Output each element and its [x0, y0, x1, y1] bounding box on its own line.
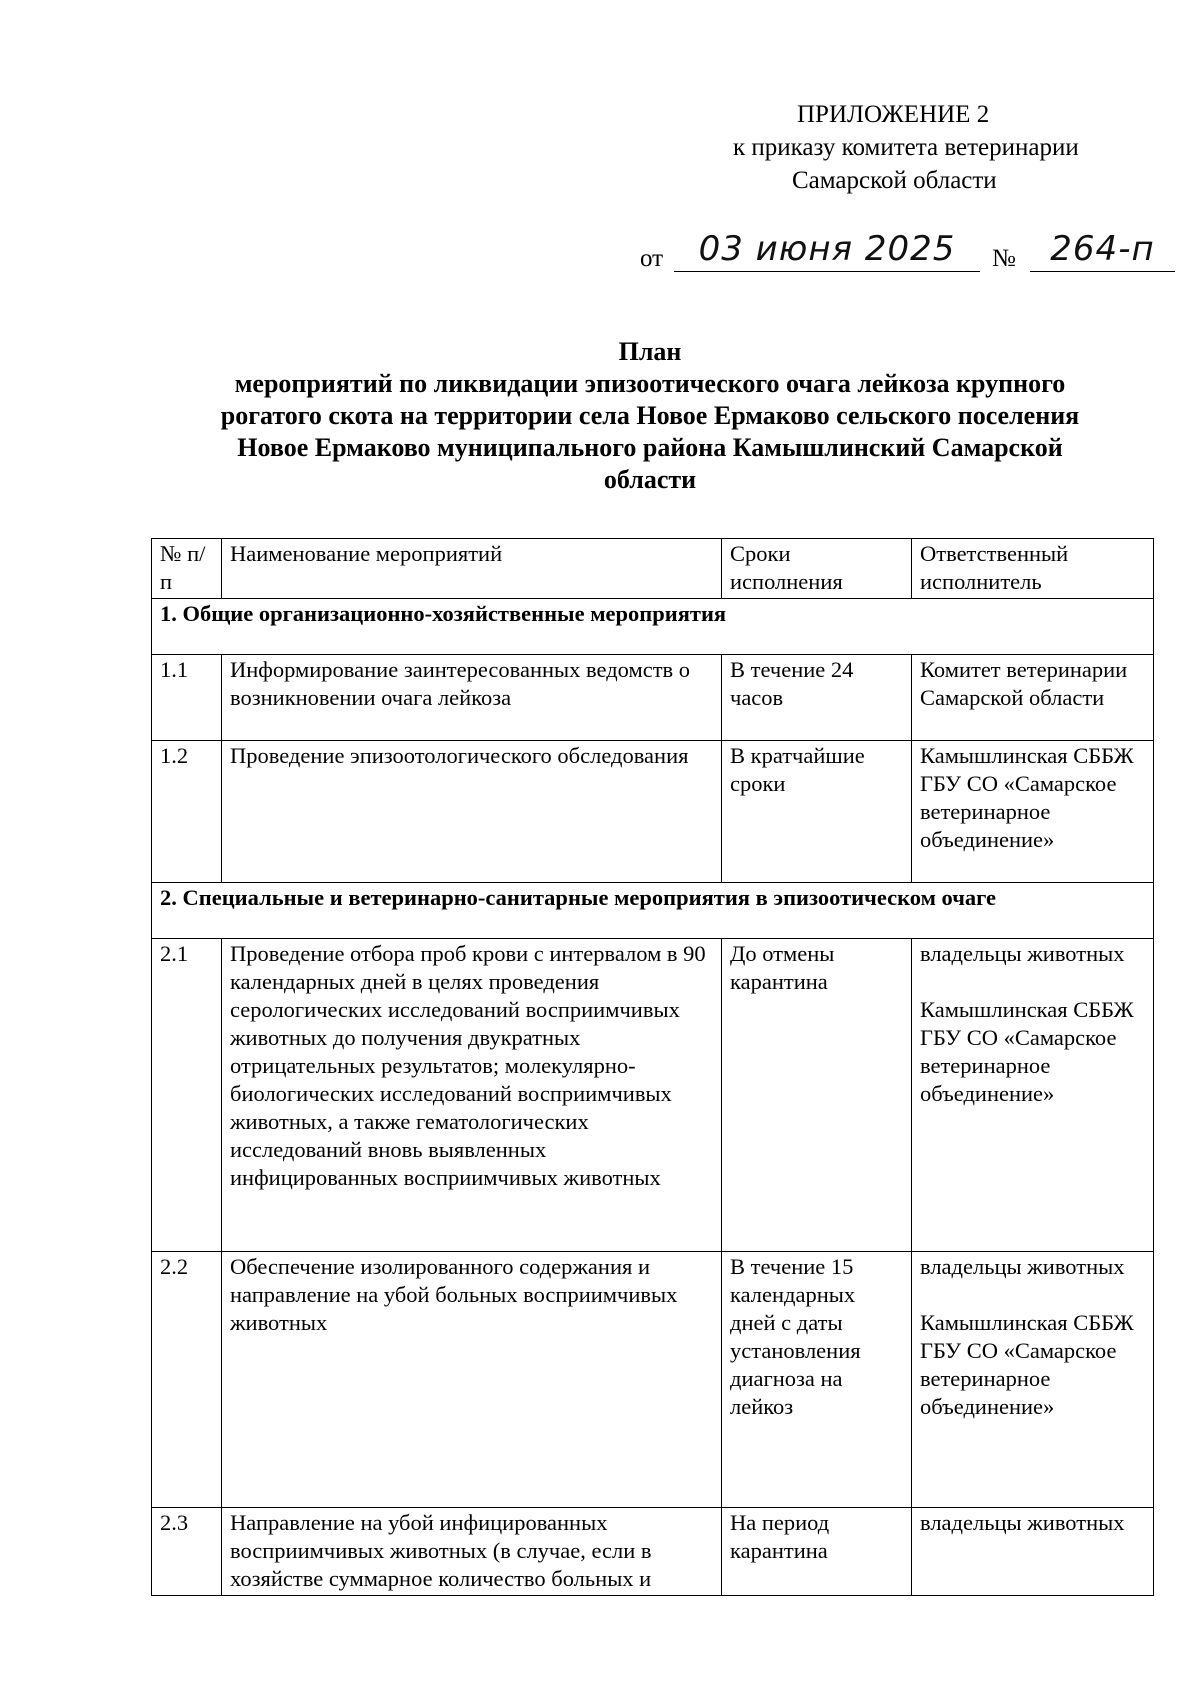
order-number-label: №	[992, 245, 1016, 272]
row-term: На период карантина	[722, 1508, 912, 1596]
responsible-vet-station: Камышлинская СББЖ ГБУ СО «Самарское ветеринарное объединение»	[920, 997, 1134, 1106]
table-row	[152, 939, 1154, 1252]
section-row	[152, 599, 1154, 655]
order-date-handwritten: 03 июня 2025	[674, 225, 980, 272]
appendix-title: ПРИЛОЖЕНИЕ 2	[797, 101, 990, 128]
header-responsible: Ответственный исполнитель	[912, 539, 1154, 599]
table-row	[152, 1252, 1154, 1508]
responsible-vet-station: Камышлинская СББЖ ГБУ СО «Самарское ветеринарное объединение»	[920, 1310, 1134, 1419]
row-term: В течение 15 календарных дней с даты установления диагноза на лейкоз	[722, 1252, 912, 1508]
table-row	[152, 1508, 1154, 1596]
row-name: Проведение отбора проб крови с интервалом в 90 календарных дней в целях проведения серологических исследований восприимчивых животных до получения двукратных отрицательных результатов; молекулярно-биологических исследований восприимчивых животных, а также гематологических исследований вновь выявленных инфицированных восприимчивых животных	[222, 939, 722, 1252]
plan-title-line: рогатого скота на территории села Новое Ермаково сельского поселения	[220, 401, 1080, 430]
order-number-handwritten: 264-п	[1030, 225, 1175, 272]
plan-title-line: мероприятий по ликвидации эпизоотического очага лейкоза крупного	[234, 369, 1066, 398]
appendix-order-ref: к приказу комитета ветеринарии	[733, 134, 1079, 161]
row-term: В кратчайшие сроки	[722, 741, 912, 883]
row-name: Направление на убой инфицированных восприимчивых животных (в случае, если в хозяйстве суммарное количество больных и	[222, 1508, 722, 1596]
row-responsible	[912, 939, 1154, 1252]
responsible-owners: владельцы животных	[920, 1254, 1125, 1279]
row-responsible: владельцы животных	[912, 1508, 1154, 1596]
section-row	[152, 883, 1154, 939]
row-number: 2.3	[152, 1508, 222, 1596]
header-number: № п/п	[152, 539, 222, 599]
table-row	[152, 741, 1154, 883]
plan-title	[150, 336, 1150, 496]
order-date-number	[640, 225, 1180, 279]
row-term: В течение 24 часов	[722, 655, 912, 741]
plan-title-line: Новое Ермаково муниципального района Камышлинский Самарской	[237, 433, 1063, 462]
plan-title-line: области	[603, 465, 697, 494]
responsible-owners: владельцы животных	[920, 941, 1125, 966]
row-name: Информирование заинтересованных ведомств о возникновении очага лейкоза	[222, 655, 722, 741]
order-from-label: от	[640, 245, 664, 272]
appendix-region: Самарской области	[792, 167, 997, 194]
plan-title-line: План	[618, 337, 682, 366]
row-responsible: Комитет ветеринарии Самарской области	[912, 655, 1154, 741]
table-header-row	[152, 539, 1154, 599]
row-responsible: Камышлинская СББЖ ГБУ СО «Самарское ветеринарное объединение»	[912, 741, 1154, 883]
row-name: Проведение эпизоотологического обследования	[222, 741, 722, 883]
row-number: 1.2	[152, 741, 222, 883]
table-row	[152, 655, 1154, 741]
header-name: Наименование мероприятий	[222, 539, 722, 599]
appendix-header	[700, 98, 1170, 197]
header-term: Сроки исполнения	[722, 539, 912, 599]
row-number: 2.2	[152, 1252, 222, 1508]
row-name: Обеспечение изолированного содержания и направление на убой больных восприимчивых животных	[222, 1252, 722, 1508]
section-title: 1. Общие организационно-хозяйственные мероприятия	[152, 599, 1154, 655]
section-title: 2. Специальные и ветеринарно-санитарные мероприятия в эпизоотическом очаге	[152, 883, 1154, 939]
row-responsible	[912, 1252, 1154, 1508]
row-number: 2.1	[152, 939, 222, 1252]
row-term: До отмены карантина	[722, 939, 912, 1252]
row-number: 1.1	[152, 655, 222, 741]
measures-table	[151, 538, 1154, 1596]
